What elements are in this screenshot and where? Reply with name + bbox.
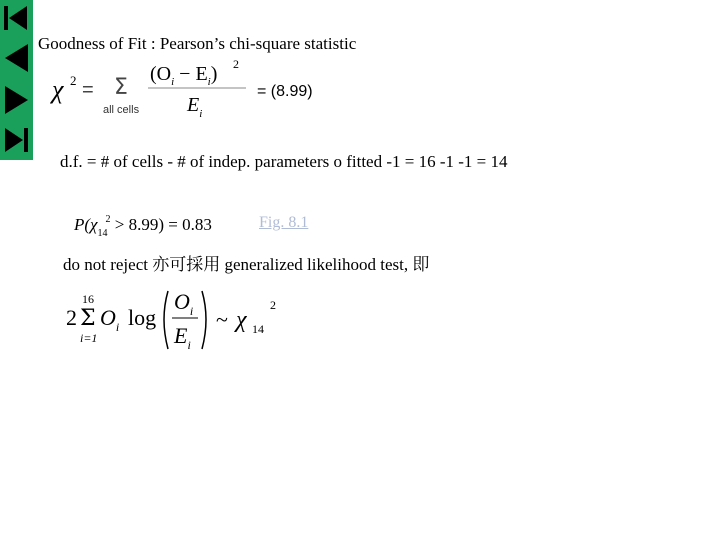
denominator: $E_i$ <box>187 94 203 120</box>
chi-exponent: 2 <box>70 73 77 88</box>
degrees-of-freedom-line: d.f. = # of cells - # of indep. parameters o fitted -1 = 16 -1 -1 = 14 <box>60 152 508 171</box>
previous-slide-icon[interactable] <box>5 44 28 72</box>
sum-lower-limit: i=1 <box>80 331 98 345</box>
chi-symbol-2: χ <box>236 307 247 333</box>
probability-text: $P(\chi_{14}2 > 8.99) = 0.83$ <box>74 214 212 239</box>
chi-square-result: = (8.99) <box>257 83 313 100</box>
first-slide-icon[interactable] <box>4 6 27 30</box>
log-function: log <box>128 305 157 330</box>
numerator-exponent: 2 <box>233 58 239 71</box>
chi-exponent-2: 2 <box>270 298 276 312</box>
conclusion-line: do not reject 亦可採用 generalized likelihood test, 即 <box>63 255 430 274</box>
slide-navigation-bar <box>0 0 33 160</box>
ratio-numerator: $O_i$ <box>174 289 194 318</box>
distributed-as: ~ <box>216 307 228 332</box>
chi-symbol: χ <box>52 75 64 104</box>
sum-upper-limit: 16 <box>82 292 94 306</box>
ratio-denominator: $E_i$ <box>174 323 191 352</box>
likelihood-test-formula <box>62 285 292 355</box>
numerator: $(O_i - E_i)$ <box>150 63 218 88</box>
pearson-chi-square-formula <box>50 58 255 124</box>
left-paren <box>164 291 168 349</box>
factor-two: 2 <box>66 305 77 330</box>
probability-expression <box>72 208 252 242</box>
slide-title: Goodness of Fit : Pearson’s chi-square statistic <box>38 34 357 53</box>
sum-symbol-2: Σ <box>80 306 96 331</box>
right-paren <box>202 291 206 349</box>
chi-subscript: 14 <box>252 322 264 336</box>
observed-term: $O_i$ <box>100 305 120 334</box>
fig-8-1-link[interactable]: Fig. 8.1 <box>259 214 309 231</box>
last-slide-icon[interactable] <box>5 128 28 152</box>
sum-subscript: all cells <box>103 104 140 116</box>
navigation-icons <box>0 0 33 160</box>
sum-symbol: Σ <box>114 75 128 100</box>
equals-sign: = <box>82 79 94 101</box>
next-slide-icon[interactable] <box>5 86 28 114</box>
